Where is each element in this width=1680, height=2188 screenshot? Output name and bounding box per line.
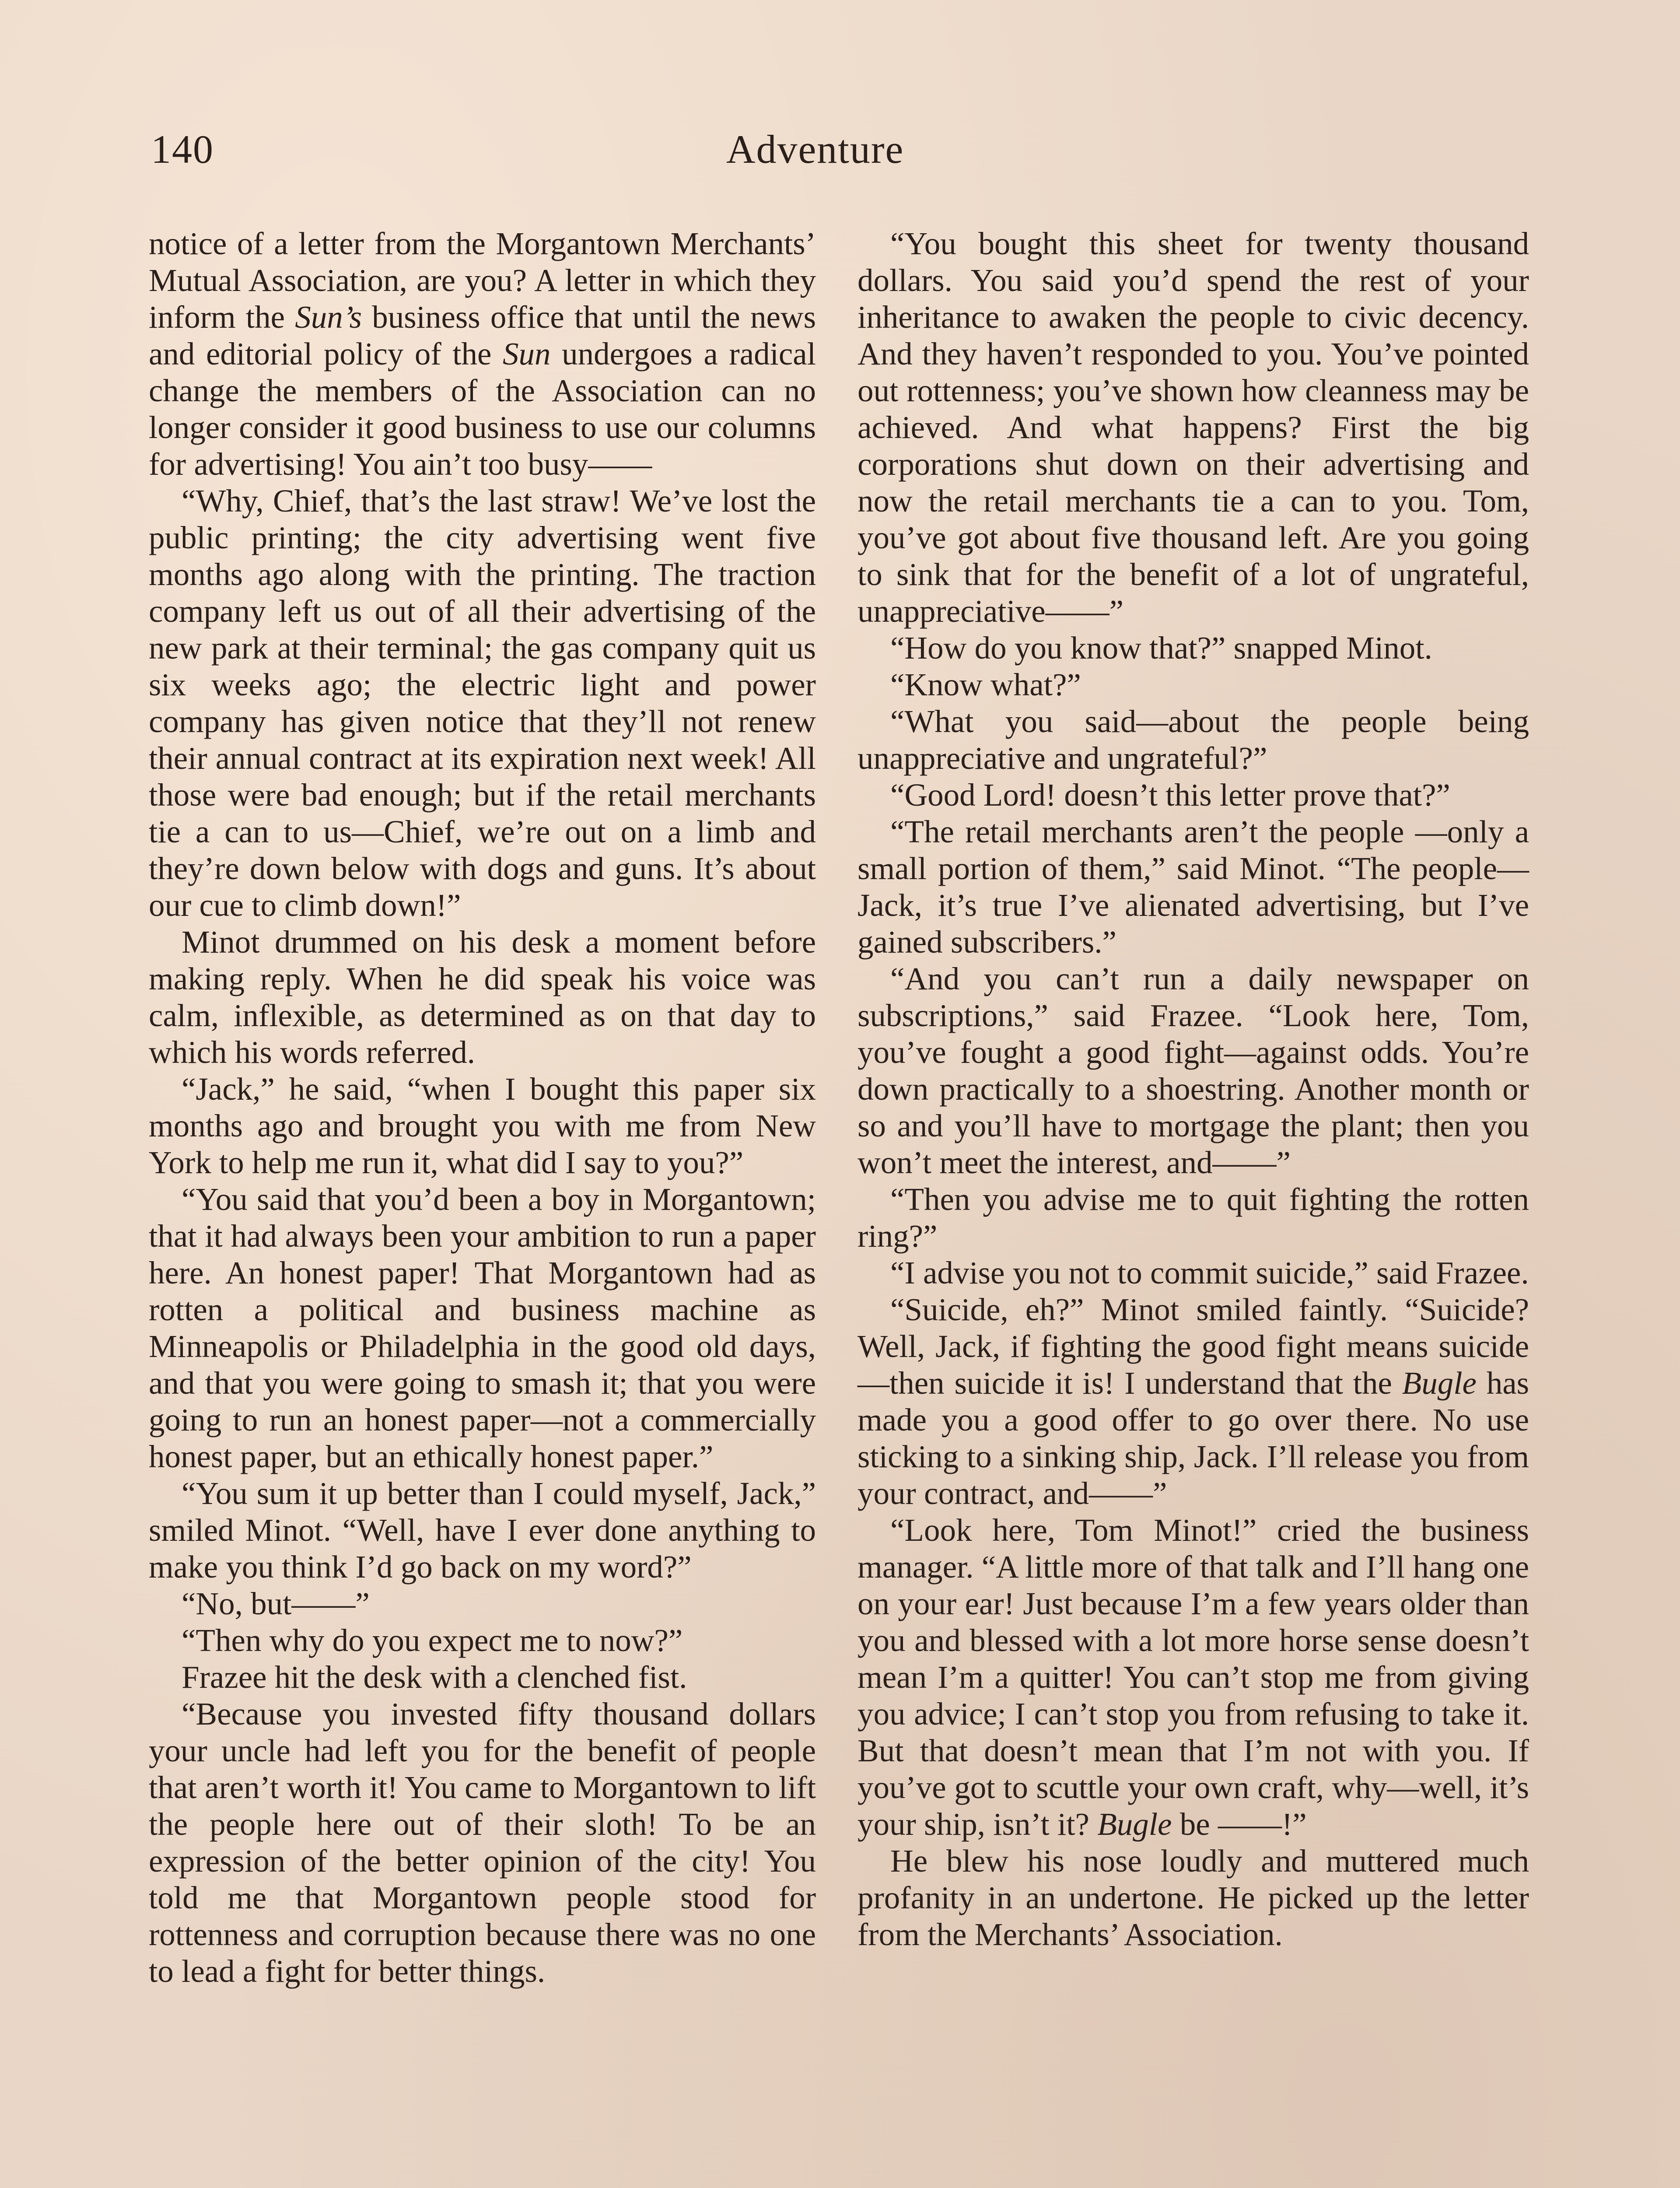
left-column — [149, 225, 816, 1990]
right-column — [858, 225, 1529, 1953]
paragraph: “I advise you not to commit suicide,” said Frazee. — [890, 1255, 1529, 1290]
paragraph: “Jack,” he said, “when I bought this paper six months ago and brought you with me from New York to help me run it, what did I say to you?” — [149, 1071, 816, 1180]
paragraph: “Then why do you expect me to now?” — [182, 1623, 683, 1658]
paragraph: “Then you advise me to quit fighting the rotten ring?” — [858, 1182, 1529, 1254]
paragraph: “And you can’t run a daily newspaper on subscriptions,” said Frazee. “Look here, Tom, you’ve fought a good fight—against odds. You’re down practically to a shoestring. Another month or so and you’ll have to mortgage the plant; then you won’t meet the interest, and——” — [858, 961, 1529, 1180]
paragraph: Minot drummed on his desk a moment before making reply. When he did speak his voice was calm, inflexible, as determined as on that day to which his words referred. — [149, 924, 816, 1070]
paragraph — [858, 1512, 1529, 1843]
paragraph: “Because you invested fifty thousand dollars your uncle had left you for the benefit of people that aren’t worth it! You came to Morgantown to lift the people here out of their sloth! To be an expression of the better opinion of the city! You told me that Morgantown people stood for rottenness and corruption because there was no one to lead a fight for better things. — [149, 1696, 816, 1989]
paragraph: “You bought this sheet for twenty thousand dollars. You said you’d spend the rest of your inheritance to awaken the people to civic decency. And they haven’t responded to you. You’ve pointed out rottenness; you’ve shown how cleanness may be achieved. And what happens? First the big corporations shut down on their advertising and now the retail merchants tie a can to you. Tom, you’ve got about five thousand left. Are you going to sink that for the benefit of a lot of ungrateful, unappreciative——” — [858, 226, 1529, 629]
paragraph-text: notice of a letter from the Morgantown Merchants’ Mutual Association, are you? A letter in which they inform the — [149, 226, 816, 335]
paragraph — [149, 225, 816, 483]
paragraph-text: be ——!” — [1172, 1806, 1307, 1842]
paragraph-text: undergoes a radical change the members of the Association can no longer consider it good business to use our columns for advertising! You ain’t too busy—— — [149, 336, 816, 482]
paragraph — [858, 1291, 1529, 1512]
paragraph: “Know what?” — [890, 667, 1081, 702]
running-head: Adventure — [726, 127, 904, 172]
paragraph-text: has made you a good offer to go over there. No use sticking to a sinking ship, Jack. I’ll release you from your contract, and——” — [858, 1365, 1530, 1511]
paragraph-text: “Look here, Tom Minot!” cried the business manager. “A little more of that talk and I’ll hang one on your ear! Just because I’m a few years older than you and blessed with a lot more horse sense doesn’t mean I’m a quitter! You can’t stop me from giving you advice; I can’t stop you from refusing to take it. But that doesn’t mean that I’m not with you. If you’ve got to scuttle your own craft, why—well, it’s your ship, isn’t it? — [858, 1512, 1529, 1842]
paragraph: He blew his nose loudly and muttered much profanity in an undertone. He picked up the letter from the Merchants’ Association. — [858, 1843, 1529, 1952]
paragraph: “Good Lord! doesn’t this letter prove that?” — [890, 777, 1450, 813]
italic-text: Bugle — [1402, 1365, 1477, 1401]
paragraph-text: business office that until the news and editorial policy of the — [149, 299, 816, 372]
italic-text: Bugle — [1097, 1806, 1172, 1842]
paragraph: “How do you know that?” snapped Minot. — [890, 630, 1432, 666]
paragraph: “Why, Chief, that’s the last straw! We’ve lost the public printing; the city advertising went five months ago along with the printing. The traction company left us out of all their advertising of the new park at their terminal; the gas company quit us six weeks ago; the electric light and power company has given notice that they’ll not renew their annual contract at its expiration next week! All those were bad enough; but if the retail merchants tie a can to us—Chief, we’re out on a limb and they’re down below with dogs and guns. It’s about our cue to climb down!” — [149, 483, 816, 923]
italic-text: Sun’s — [295, 299, 362, 335]
page-number: 140 — [151, 127, 214, 172]
paragraph: Frazee hit the desk with a clenched fist. — [182, 1659, 687, 1695]
paragraph: “What you said—about the people being unappreciative and ungrateful?” — [858, 704, 1529, 776]
italic-text: Sun — [503, 336, 551, 372]
paragraph: “No, but——” — [182, 1586, 370, 1621]
paragraph: “The retail merchants aren’t the people —only a small portion of them,” said Minot. “The people— Jack, it’s true I’ve alienated advertising, but I’ve gained subscribers.” — [858, 814, 1529, 960]
paragraph: “You sum it up better than I could myself, Jack,” smiled Minot. “Well, have I ever done anything to make you think I’d go back on my word?” — [149, 1476, 816, 1585]
paragraph-text: “Suicide, eh?” Minot smiled faintly. “Suicide? Well, Jack, if fighting the good fight means suicide—then suicide it is! I understand that the — [858, 1292, 1529, 1401]
paragraph: “You said that you’d been a boy in Morgantown; that it had always been your ambition to run a paper here. An honest paper! That Morgantown had as rotten a political and business machine as Minneapolis or Philadelphia in the good old days, and that you were going to smash it; that you were going to run an honest paper—not a commercially honest paper, but an ethically honest paper.” — [149, 1182, 816, 1474]
